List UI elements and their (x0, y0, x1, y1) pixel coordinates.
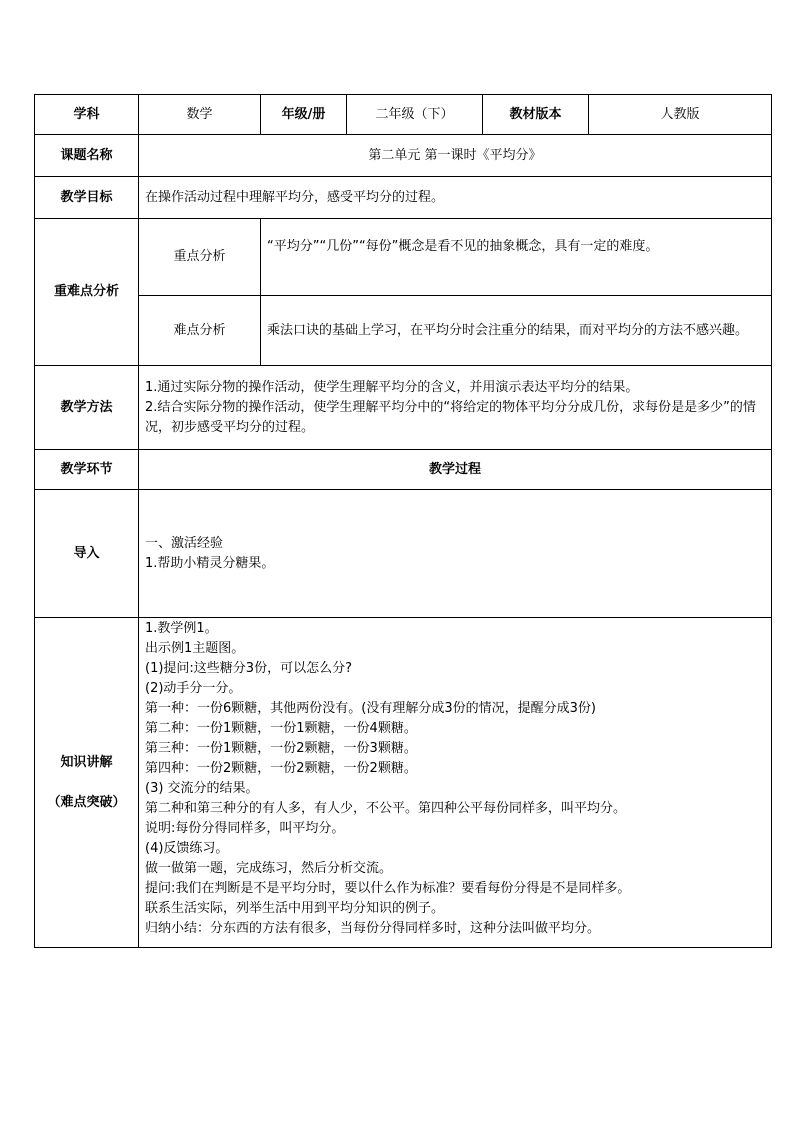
key-point-row (35, 219, 772, 296)
goal-label: 教学目标 (35, 177, 139, 219)
lesson-plan-table (34, 94, 772, 948)
analysis-label: 重难点分析 (35, 219, 139, 366)
subject-value: 数学 (139, 95, 261, 135)
intro-row (35, 490, 772, 618)
knowledge-line: 第三种：一份1颗糖，一份2颗糖，一份3颗糖。 (145, 741, 417, 756)
info-row (35, 95, 772, 135)
knowledge-row (35, 618, 772, 948)
key-point-value: “平均分”“几份”“每份”概念是看不见的抽象概念，具有一定的难度。 (261, 219, 772, 296)
method-content (139, 366, 772, 450)
knowledge-line: (2)动手分一分。 (145, 681, 242, 696)
knowledge-line: 出示例1主题图。 (145, 641, 245, 656)
knowledge-line: 说明:每份分得同样多，叫平均分。 (145, 821, 345, 836)
grade-label: 年级/册 (261, 95, 347, 135)
knowledge-line: 第二种和第三种分的有人多，有人少，不公平。第四种公平每份同样多，叫平均分。 (145, 801, 627, 816)
difficult-point-label: 难点分析 (139, 296, 261, 366)
grade-value: 二年级（下） (347, 95, 483, 135)
topic-label: 课题名称 (35, 135, 139, 177)
intro-content (139, 490, 772, 618)
knowledge-line: 第一种：一份6颗糖，其他两份没有。(没有理解分成3份的情况，提醒分成3份) (145, 701, 596, 716)
knowledge-line: 提问:我们在判断是不是平均分时，要以什么作为标准？要看每份分得是不是同样多。 (145, 881, 631, 896)
method-line: 1.通过实际分物的操作活动，使学生理解平均分的含义，并用演示表达平均分的结果。 (145, 379, 639, 395)
topic-row (35, 135, 772, 177)
edition-value: 人教版 (589, 95, 772, 135)
intro-line: 一、激活经验 (145, 535, 224, 551)
goal-value: 在操作活动过程中理解平均分，感受平均分的过程。 (139, 177, 772, 219)
process-header-row (35, 450, 772, 490)
knowledge-line: (3) 交流分的结果。 (145, 781, 259, 796)
knowledge-line: 联系生活实际，列举生活中用到平均分知识的例子。 (145, 901, 445, 916)
knowledge-label: 知识讲解 (60, 754, 113, 770)
knowledge-line: 做一做第一题，完成练习，然后分析交流。 (145, 861, 393, 876)
knowledge-line: (4)反馈练习。 (145, 841, 229, 856)
goal-row (35, 177, 772, 219)
intro-line: 1.帮助小精灵分糖果。 (145, 555, 275, 571)
knowledge-line: (1)提问:这些糖分3份，可以怎么分? (145, 661, 352, 676)
topic-value: 第二单元 第一课时《平均分》 (139, 135, 772, 177)
knowledge-sublabel: （难点突破） (47, 794, 126, 810)
method-line: 2.结合实际分物的操作活动，使学生理解平均分中的“将给定的物体平均分分成几份，求每份是是多少”的情况，初步感受平均分的过程。 (145, 399, 756, 435)
difficult-point-value: 乘法口诀的基础上学习，在平均分时会注重分的结果，而对平均分的方法不感兴趣。 (261, 296, 772, 366)
process-header-right: 教学过程 (139, 450, 772, 490)
process-header-left: 教学环节 (35, 450, 139, 490)
knowledge-line: 第二种：一份1颗糖，一份1颗糖，一份4颗糖。 (145, 721, 417, 736)
knowledge-content (139, 618, 772, 948)
difficult-point-row (35, 296, 772, 366)
method-row (35, 366, 772, 450)
knowledge-line: 1.教学例1。 (145, 621, 218, 636)
edition-label: 教材版本 (483, 95, 589, 135)
knowledge-line: 归纳小结：分东西的方法有很多，当每份分得同样多时，这种分法叫做平均分。 (145, 921, 601, 936)
knowledge-label-cell (35, 618, 139, 948)
method-label: 教学方法 (35, 366, 139, 450)
intro-label: 导入 (35, 490, 139, 618)
knowledge-line: 第四种：一份2颗糖，一份2颗糖，一份2颗糖。 (145, 761, 417, 776)
subject-label: 学科 (35, 95, 139, 135)
key-point-label: 重点分析 (139, 219, 261, 296)
